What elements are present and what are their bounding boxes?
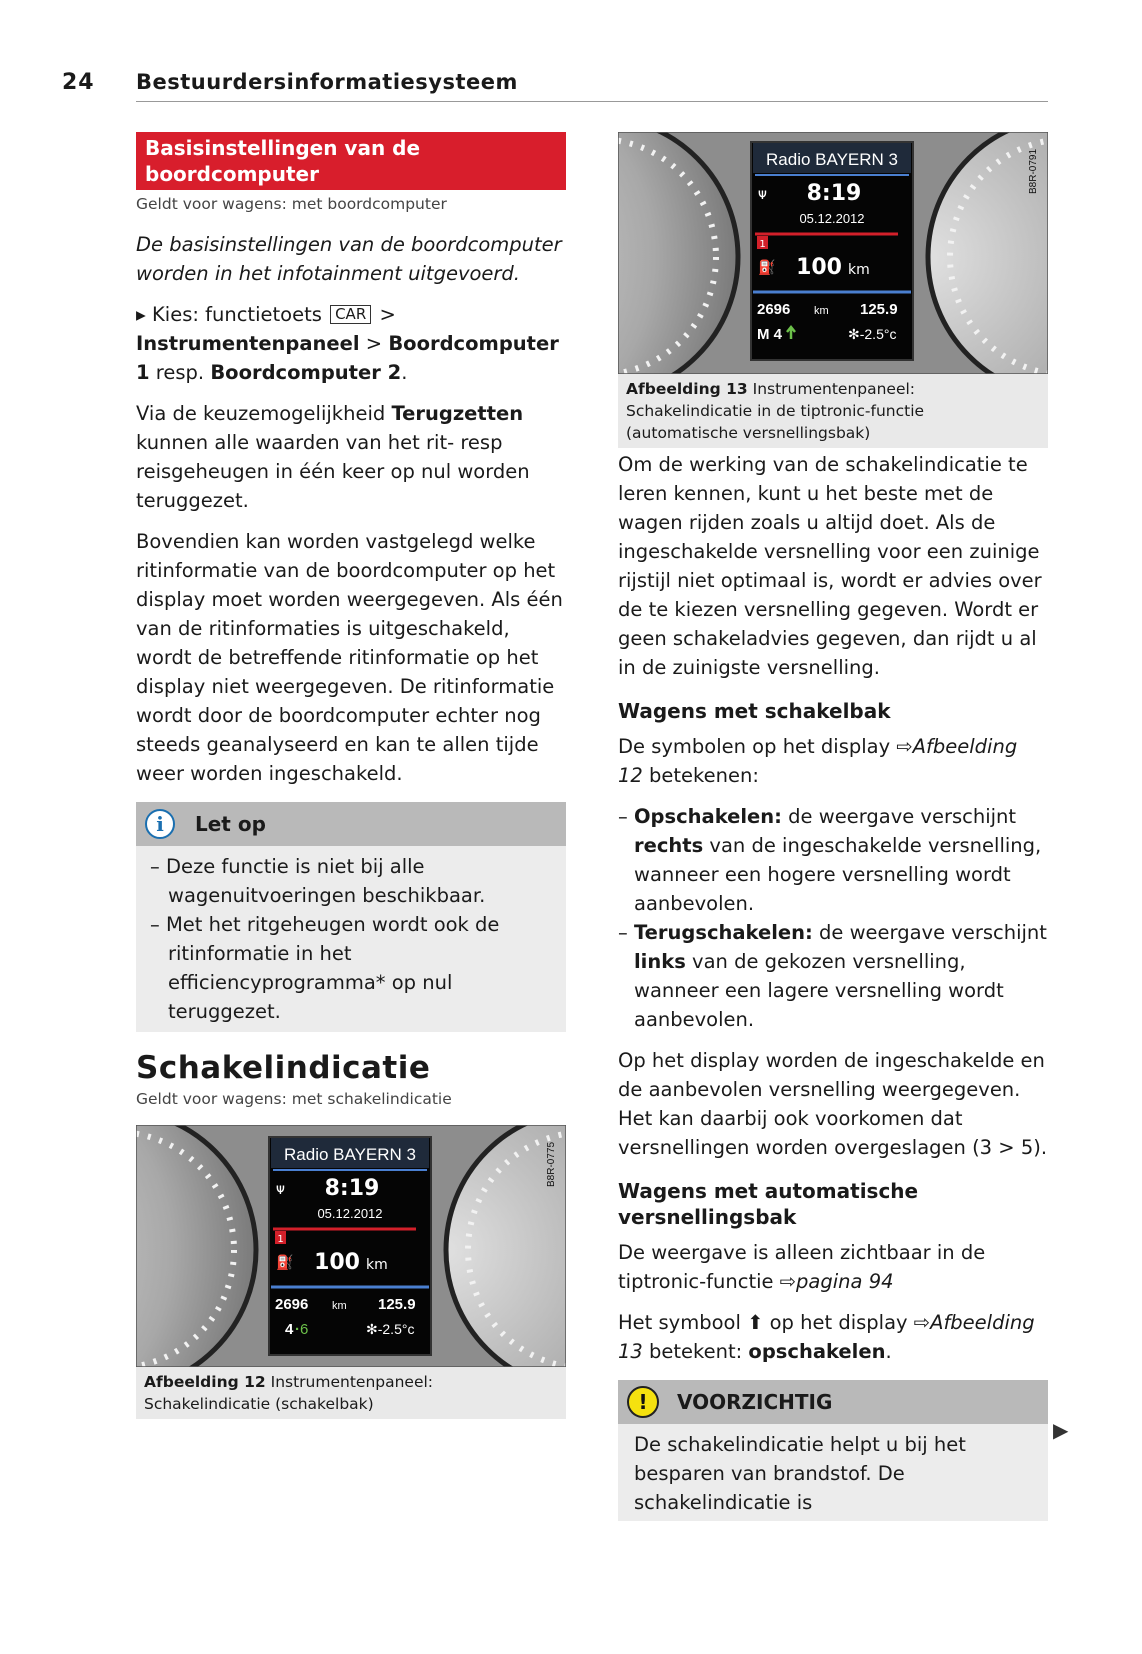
figure-caption [136, 1367, 566, 1419]
reset-text-suffix: kunnen alle waarden van het rit- resp reisgeheugen in één keer op nul worden teruggezet. [136, 431, 530, 512]
subheading-manual: Wagens met schakelbak [618, 699, 891, 723]
manual-intro [618, 732, 1048, 790]
list-item-upshift: – Opschakelen: de weergave verschijnt rechts van de ingeschakelde versnelling, wanneer een hogere versnelling wordt aanbevolen. [618, 805, 1042, 915]
upshift-direction: rechts [634, 834, 704, 857]
gear-skip-paragraph: Op het display worden de ingeschakelde en de aanbevolen versnelling weergegeven. Het kan daarbij ook voorkomen dat versnellingen worden overgeslagen (3 > 5). [618, 1049, 1048, 1159]
odometer-unit: km [332, 1300, 347, 1312]
caption-label: Afbeelding 12 [144, 1373, 266, 1391]
range-value: 100 [314, 1250, 360, 1275]
caution-box [618, 1380, 1048, 1521]
manual-intro-suffix: betekenen: [649, 764, 759, 787]
odometer-value: 2696 [275, 1296, 309, 1313]
symbol-end: . [885, 1340, 892, 1363]
note-header [136, 802, 566, 846]
symbol-meaning: opschakelen [748, 1340, 886, 1363]
note-item: – Met het ritgeheugen wordt ook de ritinformatie in het efficiencyprogramma* op nul teruggezet. [150, 913, 500, 1023]
range-value: 100 [796, 255, 842, 280]
page-header-title: Bestuurdersinformatiesysteem [136, 70, 518, 94]
upshift-text-end: van de ingeschakelde versnelling, wanneer een hogere versnelling wordt aanbevolen. [634, 834, 1042, 915]
figure-13-link[interactable]: ⇨Afbeelding 13 [618, 1311, 1035, 1363]
figure-caption [618, 374, 1048, 448]
manual-intro-prefix: De symbolen op het display [618, 735, 891, 758]
caution-title: VOORZICHTIG [677, 1389, 833, 1414]
warning-icon: ! [627, 1386, 659, 1418]
symbol-text-prefix: Het symbool [618, 1311, 741, 1334]
range-unit: km [366, 1257, 388, 1273]
upshift-label: Opschakelen: [633, 805, 782, 828]
range-unit: km [848, 262, 870, 278]
automatic-text: De weergave is alleen zichtbaar in de tiptronic-functie [618, 1241, 986, 1293]
menu-item-trip-computer-1: Boordcomputer 1 [136, 332, 559, 384]
step-end: . [401, 361, 408, 384]
step-separator: > [379, 303, 396, 326]
date-display: 05.12.2012 [799, 211, 865, 226]
downshift-text: de weergave verschijnt [819, 921, 1047, 944]
section-heading-shift-indicator: Schakelindicatie [136, 1050, 431, 1086]
clock-time: 8:19 [324, 1176, 380, 1201]
left-column [136, 132, 566, 1191]
current-gear: 4 [285, 1321, 294, 1338]
section-heading-basic-settings: Basisinstellingen van de boordcomputer [136, 132, 566, 190]
applies-to-note: Geldt voor wagens: met schakelindicatie [136, 1090, 452, 1108]
marker-number: 1 [759, 239, 766, 250]
instrument-cluster-image-manual [136, 1125, 566, 1367]
caption-text: Instrumentenpaneel: Schakelindicatie in de tiptronic-functie (automatische versnellingsbak) [626, 380, 925, 442]
tiptronic-gear: M 4 [757, 326, 783, 343]
fuel-pump-icon: ⛽ [276, 1255, 294, 1271]
antenna-icon: ᴪ [276, 1180, 285, 1198]
applies-to-note: Geldt voor wagens: met boordcomputer [136, 195, 447, 213]
figure-code: B8R-0791 [1028, 148, 1039, 194]
caption-text: Instrumentenpaneel: Schakelindicatie (schakelbak) [144, 1373, 434, 1413]
downshift-direction: links [634, 950, 686, 973]
right-column [618, 450, 1048, 1521]
clock-time: 8:19 [806, 181, 862, 206]
outside-temperature: ✻-2.5°c [848, 326, 897, 342]
symbol-text-mid: op het display [769, 1311, 908, 1334]
intro-text: De basisinstellingen van de boordcomputer worden in het infotainment uitgevoerd. [136, 233, 562, 285]
odometer-value: 2696 [757, 301, 791, 318]
downshift-label: Terugschakelen: [633, 921, 813, 944]
step-separator: > [365, 332, 383, 355]
instrument-cluster-image-tiptronic [618, 132, 1048, 374]
header-divider [136, 101, 1048, 102]
caution-header [618, 1380, 1048, 1424]
reset-option-name: Terugzetten [391, 402, 524, 425]
menu-item-instrument-panel: Instrumentenpaneel [136, 332, 360, 355]
figure-code: B8R-0775 [546, 1141, 557, 1187]
step-prefix: Kies: functietoets [152, 303, 322, 326]
menu-item-trip-computer-2: Boordcomputer 2 [210, 361, 402, 384]
gear-arrow: · [295, 1321, 300, 1338]
upshift-symbol-icon: ⬆ [747, 1311, 764, 1334]
step-connector: resp. [155, 361, 205, 384]
recommended-gear: 6 [300, 1321, 309, 1338]
caution-text: De schakelindicatie helpt u bij het besparen van brandstof. De schakelindicatie is [634, 1433, 966, 1514]
figure-12-link[interactable]: ⇨Afbeelding 12 [618, 735, 1018, 787]
downshift-text-end: van de gekozen versnelling, wanneer een lagere versnelling wordt aanbevolen. [634, 950, 1004, 1031]
page-number: 24 [62, 70, 95, 95]
reset-paragraph [136, 399, 566, 515]
page-94-link[interactable]: ⇨pagina 94 [779, 1270, 894, 1293]
fuel-pump-icon: ⛽ [758, 260, 776, 276]
figure-12 [136, 1125, 566, 1419]
info-icon: i [145, 809, 175, 839]
note-item: – Deze functie is niet bij alle wagenuitvoeringen beschikbaar. [150, 855, 486, 907]
shift-usage-paragraph: Om de werking van de schakelindicatie te leren kennen, kunt u het beste met de wagen rijden zoals u altijd doet. Als de ingeschakelde versnelling voor een zuinige rijstijl niet optimaal is, wordt er advies over de te kiezen versnelling gegeven. Wordt er geen schakeladvies gegeven, dan rijdt u al in de zuinigste versnelling. [618, 453, 1042, 679]
radio-station-label: Radio BAYERN 3 [766, 150, 898, 169]
car-key-label: CAR [330, 305, 371, 324]
instruction-step [136, 300, 566, 387]
marker-number: 1 [277, 1234, 284, 1245]
note-list [136, 846, 566, 1032]
outside-temperature: ✻-2.5°c [366, 1321, 415, 1337]
odometer-unit: km [814, 305, 829, 317]
list-item-downshift: – Terugschakelen: de weergave verschijnt links van de gekozen versnelling, wanneer een lagere versnelling wordt aanbevolen. [618, 921, 1047, 1031]
display-info-paragraph: Bovendien kan worden vastgelegd welke ritinformatie van de boordcomputer op het display moet worden weergegeven. Als één van de ritinformaties is uitgeschakeld, wordt de betreffende ritinformatie op het display niet weergegeven. De ritinformatie wordt door de boordcomputer echter nog steeds geanalyseerd en kan te allen tijde weer worden ingeschakeld. [136, 530, 563, 785]
upshift-text: de weergave verschijnt [788, 805, 1017, 828]
trip-value: 125.9 [378, 1296, 416, 1313]
figure-13 [618, 132, 1048, 448]
date-display: 05.12.2012 [317, 1206, 383, 1221]
note-title: Let op [195, 811, 266, 836]
subheading-automatic: Wagens met automatische versnellingsbak [618, 1179, 919, 1229]
antenna-icon: ᴪ [758, 185, 767, 203]
continue-arrow-icon: ▶ [1053, 1418, 1069, 1442]
reset-text-prefix: Via de keuzemogelijkheid [136, 402, 386, 425]
automatic-paragraph [618, 1238, 1048, 1296]
trip-value: 125.9 [860, 301, 898, 318]
note-box [136, 802, 566, 1032]
shift-symbol-list [618, 802, 1048, 1034]
step-bullet: ▸ [136, 303, 146, 326]
radio-station-label: Radio BAYERN 3 [284, 1145, 416, 1164]
symbol-paragraph [618, 1308, 1048, 1366]
caption-label: Afbeelding 13 [626, 380, 748, 398]
symbol-text-suffix: betekent: [649, 1340, 743, 1363]
